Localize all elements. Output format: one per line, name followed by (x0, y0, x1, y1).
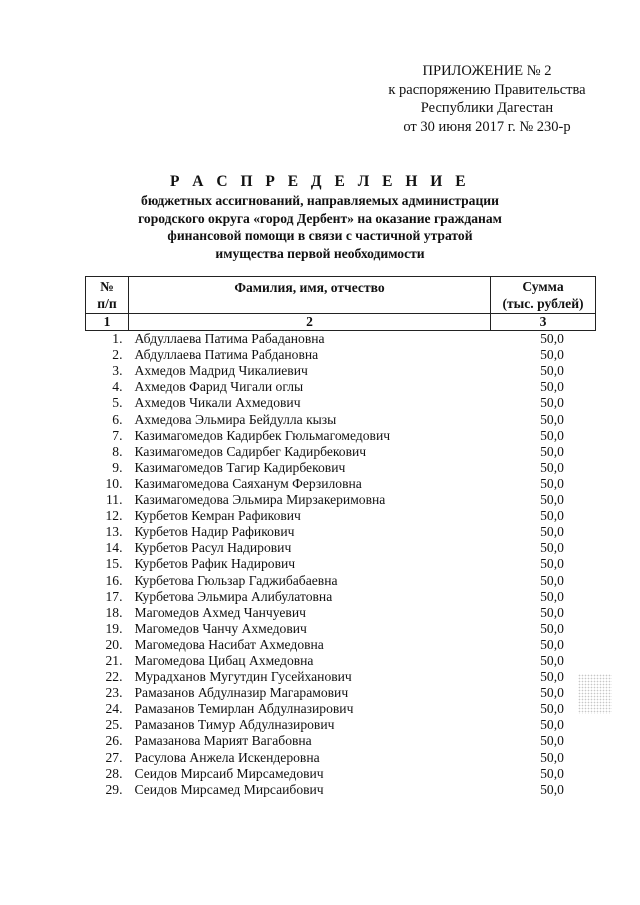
row-full-name: Сеидов Мирсаиб Мирсамедович (134, 765, 324, 781)
row-sum: 50,0 (540, 443, 564, 459)
row-sum: 50,0 (540, 331, 564, 347)
row-full-name: Курбетов Рафик Надирович (134, 556, 296, 572)
table-row (86, 428, 596, 444)
header-sum (491, 277, 596, 314)
table-header-row (86, 277, 596, 314)
row-full-name: Казимагомедов Садирбег Кадирбекович (134, 443, 367, 459)
row-full-name: Магомедова Насибат Ахмедовна (134, 636, 324, 652)
row-full-name: Курбетов Расул Надирович (134, 540, 292, 556)
row-sum: 50,0 (540, 492, 564, 508)
row-sum: 50,0 (540, 717, 564, 733)
column-number: 3 (491, 314, 596, 331)
row-sum: 50,0 (540, 475, 564, 491)
row-sum: 50,0 (540, 347, 564, 363)
row-sum: 50,0 (540, 604, 564, 620)
row-full-name: Абдуллаева Патима Рабадановна (134, 331, 325, 347)
header-number-abbr: п/п (97, 296, 117, 311)
row-sum: 50,0 (540, 749, 564, 765)
table-row (86, 717, 596, 733)
row-number: 20. (105, 636, 123, 652)
row-number: 5. (112, 395, 123, 411)
row-number: 21. (105, 652, 123, 668)
row-full-name: Курбетова Эльмира Алибулатовна (134, 588, 333, 604)
row-full-name: Рамазанов Тимур Абдулназирович (134, 717, 335, 733)
row-full-name: Ахмедов Мадрид Чикалиевич (134, 363, 308, 379)
row-sum: 50,0 (540, 508, 564, 524)
table-row (86, 460, 596, 476)
distribution-table (85, 276, 596, 798)
row-number: 8. (112, 443, 123, 459)
row-number: 27. (105, 749, 123, 765)
table-row (86, 573, 596, 589)
header-full-name: Фамилия, имя, отчество (129, 277, 491, 314)
table-row (86, 589, 596, 605)
row-sum: 50,0 (540, 652, 564, 668)
heading-line: финансовой помощи в связи с частичной утратой (167, 228, 473, 243)
row-sum: 50,0 (540, 395, 564, 411)
header-number (86, 277, 129, 314)
row-sum: 50,0 (540, 685, 564, 701)
row-number: 15. (105, 556, 123, 572)
header-number-symbol: № (100, 279, 114, 294)
row-sum: 50,0 (540, 701, 564, 717)
header-sum-unit: (тыс. рублей) (502, 296, 584, 311)
row-number: 2. (112, 347, 123, 363)
table-row (86, 750, 596, 766)
row-full-name: Курбетов Кемран Рафикович (134, 508, 301, 524)
row-full-name: Ахмедов Чикали Ахмедович (134, 395, 301, 411)
row-full-name: Абдуллаева Патима Рабдановна (134, 347, 319, 363)
table-row (86, 766, 596, 782)
table-row (86, 444, 596, 460)
row-sum: 50,0 (540, 379, 564, 395)
row-sum: 50,0 (540, 411, 564, 427)
row-full-name: Курбетов Надир Рафикович (134, 524, 295, 540)
row-number: 10. (105, 475, 123, 491)
row-sum: 50,0 (540, 540, 564, 556)
row-full-name: Ахмедова Эльмира Бейдулла кызы (134, 411, 337, 427)
row-sum: 50,0 (540, 427, 564, 443)
table-row (86, 331, 596, 348)
row-sum: 50,0 (540, 588, 564, 604)
row-number: 18. (105, 604, 123, 620)
row-sum: 50,0 (540, 524, 564, 540)
row-number: 1. (112, 331, 123, 347)
row-number: 3. (112, 363, 123, 379)
table-row (86, 621, 596, 637)
row-number: 12. (105, 508, 123, 524)
row-number: 22. (105, 669, 123, 685)
column-number: 1 (86, 314, 129, 331)
table-row (86, 669, 596, 685)
appendix-date: от 30 июня 2017 г. № 230-р (403, 118, 571, 135)
table-row (86, 379, 596, 395)
scan-stamp-mark (578, 674, 612, 714)
table-row (86, 540, 596, 556)
row-full-name: Рамазанов Темирлан Абдулназирович (134, 701, 354, 717)
row-full-name: Магомедова Цибац Ахмедовна (134, 652, 314, 668)
table-row (86, 556, 596, 572)
appendix-reference: к распоряжению Правительства (388, 81, 586, 98)
row-full-name: Магомедов Чанчу Ахмедович (134, 620, 307, 636)
header-sum-label: Сумма (522, 279, 564, 294)
row-number: 6. (112, 411, 123, 427)
row-sum: 50,0 (540, 765, 564, 781)
row-full-name: Казимагомедов Тагир Кадирбекович (134, 459, 346, 475)
row-full-name: Сеидов Мирсамед Мирсаибович (134, 781, 324, 797)
row-number: 28. (105, 765, 123, 781)
row-full-name: Казимагомедов Кадирбек Гюльмагомедович (134, 427, 391, 443)
row-number: 14. (105, 540, 123, 556)
row-number: 25. (105, 717, 123, 733)
row-sum: 50,0 (540, 620, 564, 636)
table-body (86, 331, 596, 798)
document-heading (100, 172, 540, 262)
row-full-name: Рамазанов Абдулназир Магарамович (134, 685, 349, 701)
row-full-name: Расулова Анжела Искендеровна (134, 749, 320, 765)
row-sum: 50,0 (540, 459, 564, 475)
table-row (86, 637, 596, 653)
table-row (86, 363, 596, 379)
appendix-note (372, 62, 602, 136)
heading-line: имущества первой необходимости (215, 245, 425, 261)
table-row (86, 492, 596, 508)
row-number: 23. (105, 685, 123, 701)
row-full-name: Ахмедов Фарид Чигали оглы (134, 379, 304, 395)
row-sum: 50,0 (540, 781, 564, 797)
table-row (86, 733, 596, 749)
row-number: 16. (105, 572, 123, 588)
table-row (86, 782, 596, 798)
row-number: 11. (106, 492, 123, 508)
row-sum: 50,0 (540, 363, 564, 379)
document-title: Р А С П Р Е Д Е Л Е Н И Е (169, 173, 471, 190)
row-full-name: Мурадханов Мугутдин Гусейханович (134, 669, 352, 685)
table-row (86, 685, 596, 701)
table-row (86, 605, 596, 621)
table-row (86, 347, 596, 363)
column-number: 2 (129, 314, 491, 331)
row-sum: 50,0 (540, 572, 564, 588)
table-row (86, 701, 596, 717)
appendix-government: Республики Дагестан (420, 100, 554, 116)
row-number: 4. (112, 379, 123, 395)
row-sum: 50,0 (540, 669, 564, 685)
row-number: 9. (112, 459, 123, 475)
row-sum: 50,0 (540, 556, 564, 572)
row-number: 29. (105, 781, 123, 797)
appendix-number: ПРИЛОЖЕНИЕ № 2 (422, 63, 552, 79)
row-number: 17. (105, 588, 123, 604)
row-full-name: Курбетова Гюльзар Гаджибабаевна (134, 572, 338, 588)
table-row (86, 653, 596, 669)
table-row (86, 412, 596, 428)
table-row (86, 476, 596, 492)
table-row (86, 395, 596, 411)
row-full-name: Магомедов Ахмед Чанчуевич (134, 604, 306, 620)
row-number: 19. (105, 620, 123, 636)
row-full-name: Казимагомедова Саяханум Ферзиловна (134, 475, 362, 491)
heading-line: городского округа «город Дербент» на оказание гражданам (138, 210, 502, 226)
row-full-name: Рамазанова Марият Вагабовна (134, 733, 312, 749)
row-number: 7. (112, 427, 123, 443)
row-sum: 50,0 (540, 636, 564, 652)
row-number: 13. (105, 524, 123, 540)
row-sum: 50,0 (540, 733, 564, 749)
row-full-name: Казимагомедова Эльмира Мирзакеримовна (134, 492, 386, 508)
table-row (86, 508, 596, 524)
row-number: 24. (105, 701, 123, 717)
row-number: 26. (105, 733, 123, 749)
table-row (86, 524, 596, 540)
heading-line: бюджетных ассигнований, направляемых администрации (141, 193, 499, 208)
column-numbers-row (86, 314, 596, 331)
